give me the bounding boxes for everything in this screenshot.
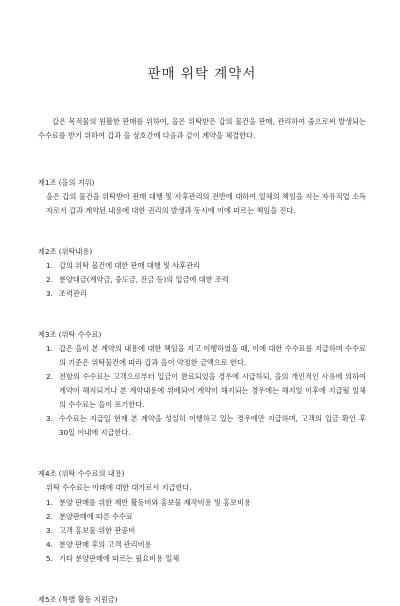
item-number: 1. bbox=[46, 498, 53, 507]
list-item bbox=[38, 273, 366, 287]
item-number: 1. bbox=[46, 261, 53, 270]
list-item bbox=[38, 552, 366, 566]
article-title: 제5조 (특별 활동 지원금) bbox=[38, 595, 118, 604]
article-item-list bbox=[38, 342, 366, 440]
article-item-list bbox=[38, 259, 366, 301]
article-3 bbox=[38, 328, 366, 440]
item-number: 3. bbox=[46, 526, 53, 535]
item-text: 분양 판매를 위한 제반 활동비와 홍보물 제작비용 및 홍보비용 bbox=[59, 498, 251, 507]
article-2 bbox=[38, 245, 366, 301]
item-number: 2. bbox=[46, 372, 53, 381]
list-item bbox=[38, 524, 366, 538]
item-number: 2. bbox=[46, 275, 53, 284]
article-body: 을은 갑의 물건을 위탁받아 판매 대행 및 사후관리의 전반에 대하여 일체의 책임을 지는 자유직업 소득자로서 갑과 계약된 내용에 대한 권리의 발생과 동시에 이에 따르는 책임을 진다. bbox=[46, 192, 366, 215]
article-item-list bbox=[38, 496, 366, 566]
article-title: 제1조 (을의 지위) bbox=[38, 178, 95, 187]
list-item bbox=[38, 538, 366, 552]
item-number: 1. bbox=[46, 344, 53, 353]
list-item bbox=[38, 496, 366, 510]
item-number: 2. bbox=[46, 512, 53, 521]
list-item bbox=[38, 259, 366, 273]
item-number: 3. bbox=[46, 289, 53, 298]
article-title: 제3조 (위탁 수수료) bbox=[38, 330, 102, 339]
item-text: 고객 홍보물 위한 판공비 bbox=[59, 526, 136, 535]
intro-paragraph: 갑은 목적물의 원활한 판매를 위하여, 을은 위탁받은 갑의 물건을 판매, 관리하여 줌으로써 발생되는 수수료를 받기 위하여 갑과 을 상호간에 다음과 같이 계약을 체결한다. bbox=[38, 117, 366, 140]
item-number: 5. bbox=[46, 554, 53, 563]
item-text: 갑은 을이 본 계약의 내용에 대한 책임을 지고 이행하였을 때, 이에 대한 수수료를 지급하며 수수료의 기준은 위탁물건에 따라 갑과 을이 약정한 금액으로 한다. bbox=[59, 344, 366, 367]
article-1 bbox=[38, 176, 366, 218]
item-number: 4. bbox=[46, 540, 53, 549]
article-lead: 위탁 수수료는 아래에 대한 대가로서 지급한다. bbox=[46, 483, 192, 492]
item-text: 수수료는 지급일 현재 본 계약을 성실히 이행하고 있는 경우에만 지급하며, 고객의 입금 확인 후 30일 이내에 지급한다. bbox=[59, 414, 366, 437]
item-text: 조력관리 bbox=[59, 289, 87, 298]
item-text: 분양 판매 후의 고객 관리비용 bbox=[59, 540, 152, 549]
document-title: 판매 위탁 계약서 bbox=[147, 66, 257, 82]
item-text: 분양대금(계약금, 중도금, 잔금 등)의 입금에 대한 조력 bbox=[59, 275, 229, 284]
article-4 bbox=[38, 467, 366, 566]
list-item bbox=[38, 510, 366, 524]
article-title: 제2조 (위탁내용) bbox=[38, 247, 93, 256]
list-item bbox=[38, 412, 366, 440]
list-item bbox=[38, 370, 366, 412]
item-text: 전항의 수수료는 고객으로부터 입금이 완료되었을 경우에 시급하되, 을의 개인적인 사유에 의하여 계약이 해지되거나 본 계약내용에 위배되어 계약이 해지되는 경우에는 해지일 이후에 지급될 일체의 수수료는 을이 포기한다. bbox=[59, 372, 366, 409]
item-text: 갑의 위탁 물건에 대한 판매 대행 및 사후관리 bbox=[59, 261, 200, 270]
article-title: 제4조 (위탁 수수료의 내용) bbox=[38, 469, 125, 478]
list-item bbox=[38, 342, 366, 370]
articles-section bbox=[38, 176, 366, 606]
list-item bbox=[38, 287, 366, 301]
item-number: 3. bbox=[46, 414, 53, 423]
item-text: 분양판매에 따른 수수료 bbox=[59, 512, 134, 521]
item-text: 기타 분양판매에 따르는 필요비용 일체 bbox=[59, 554, 180, 563]
article-5 bbox=[38, 593, 366, 606]
